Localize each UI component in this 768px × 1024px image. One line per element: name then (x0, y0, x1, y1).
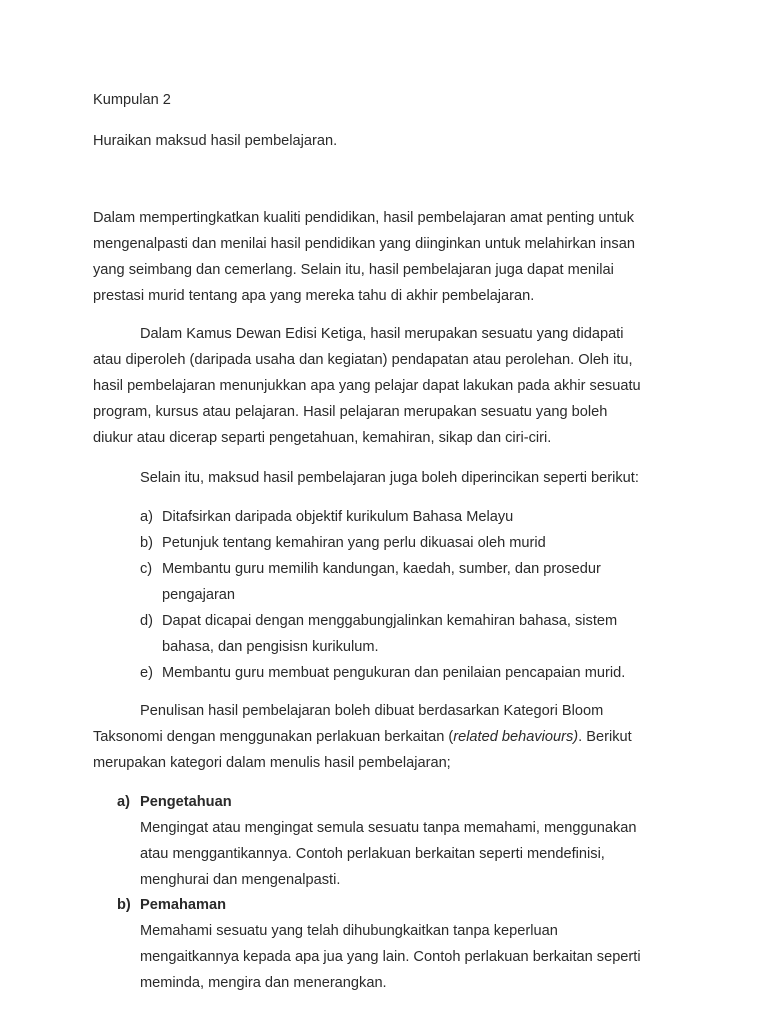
category-title: Pemahaman (140, 897, 226, 913)
category-marker: a) (117, 794, 130, 810)
paragraph-line: Selain itu, maksud hasil pembelajaran juga boleh diperincikan seperti berikut: (140, 470, 639, 486)
list-item-text: Dapat dicapai dengan menggabungjalinkan kemahiran bahasa, sistem (162, 613, 618, 629)
list-marker: a) (140, 509, 153, 525)
paragraph-line: program, kursus atau pelajaran. Hasil pelajaran merupakan sesuatu yang boleh (93, 404, 608, 420)
paragraph-line: yang seimbang dan cemerlang. Selain itu, hasil pembelajaran juga dapat menilai (93, 262, 614, 278)
paragraph-line: menghurai dan mengenalpasti. (140, 872, 341, 888)
paragraph-line: meminda, mengira dan menerangkan. (140, 975, 387, 991)
paragraph-line: Dalam Kamus Dewan Edisi Ketiga, hasil merupakan sesuatu yang didapati (140, 326, 624, 342)
list-marker: e) (140, 665, 153, 681)
list-marker: d) (140, 613, 153, 629)
paragraph-line (93, 724, 683, 750)
purpose-list (140, 504, 625, 686)
category-title: Pengetahuan (140, 794, 232, 810)
paragraph-line: Memahami sesuatu yang telah dihubungkaitkan tanpa keperluan (140, 923, 558, 939)
question-text: Huraikan maksud hasil pembelajaran. (93, 133, 338, 149)
list-item-text: Membantu guru membuat pengukuran dan penilaian pencapaian murid. (162, 665, 626, 681)
paragraph-line: Dalam mempertingkatkan kualiti pendidikan, hasil pembelajaran amat penting untuk (93, 210, 635, 226)
list-item-text: pengajaran (162, 587, 236, 603)
list-marker: c) (140, 561, 153, 577)
category-body (140, 918, 641, 996)
text-run: Taksonomi dengan menggunakan perlakuan berkaitan ( (93, 729, 454, 745)
category-heading (117, 897, 226, 913)
paragraph-line: prestasi murid tentang apa yang mereka tahu di akhir pembelajaran. (93, 288, 535, 304)
list-item-text: bahasa, dan pengisisn kurikulum. (162, 639, 379, 655)
paragraph-bloom (93, 698, 683, 776)
paragraph-line: merupakan kategori dalam menulis hasil pembelajaran; (93, 755, 451, 771)
paragraph-line: mengaitkannya kepada apa jua yang lain. Contoh perlakuan berkaitan seperti (140, 949, 641, 965)
list-item-text: Ditafsirkan daripada objektif kurikulum Bahasa Melayu (162, 509, 514, 525)
list-item (140, 556, 625, 608)
group-label: Kumpulan 2 (93, 92, 171, 108)
paragraph-line: hasil pembelajaran menunjukkan apa yang pelajar dapat lakukan pada akhir sesuatu (93, 378, 641, 394)
paragraph-line: atau diperoleh (daripada usaha dan kegiatan) pendapatan atau perolehan. Oleh itu, (93, 352, 633, 368)
list-item-text: Membantu guru memilih kandungan, kaedah, sumber, dan prosedur (162, 561, 601, 577)
paragraph-list-intro (93, 465, 683, 491)
category-marker: b) (117, 897, 131, 913)
list-item (140, 504, 625, 530)
paragraph-intro (93, 205, 683, 309)
list-item (140, 530, 625, 556)
paragraph-line: mengenalpasti dan menilai hasil pendidikan yang diinginkan untuk melahirkan insan (93, 236, 635, 252)
paragraph-definition (93, 321, 683, 451)
text-run: . Berikut (578, 729, 632, 745)
paragraph-line: diukur atau dicerap separti pengetahuan, kemahiran, sikap dan ciri-ciri. (93, 430, 552, 446)
list-item-text: Petunjuk tentang kemahiran yang perlu dikuasai oleh murid (162, 535, 546, 551)
list-item (140, 660, 625, 686)
list-item (140, 608, 625, 660)
list-marker: b) (140, 535, 153, 551)
category-heading (117, 794, 232, 810)
paragraph-line: atau menggantikannya. Contoh perlakuan berkaitan seperti mendefinisi, (140, 846, 605, 862)
paragraph-line: Mengingat atau mengingat semula sesuatu tanpa memahami, menggunakan (140, 820, 637, 836)
paragraph-line: Penulisan hasil pembelajaran boleh dibuat berdasarkan Kategori Bloom (140, 703, 604, 719)
category-body (140, 815, 637, 893)
italic-term: related behaviours) (453, 729, 579, 745)
